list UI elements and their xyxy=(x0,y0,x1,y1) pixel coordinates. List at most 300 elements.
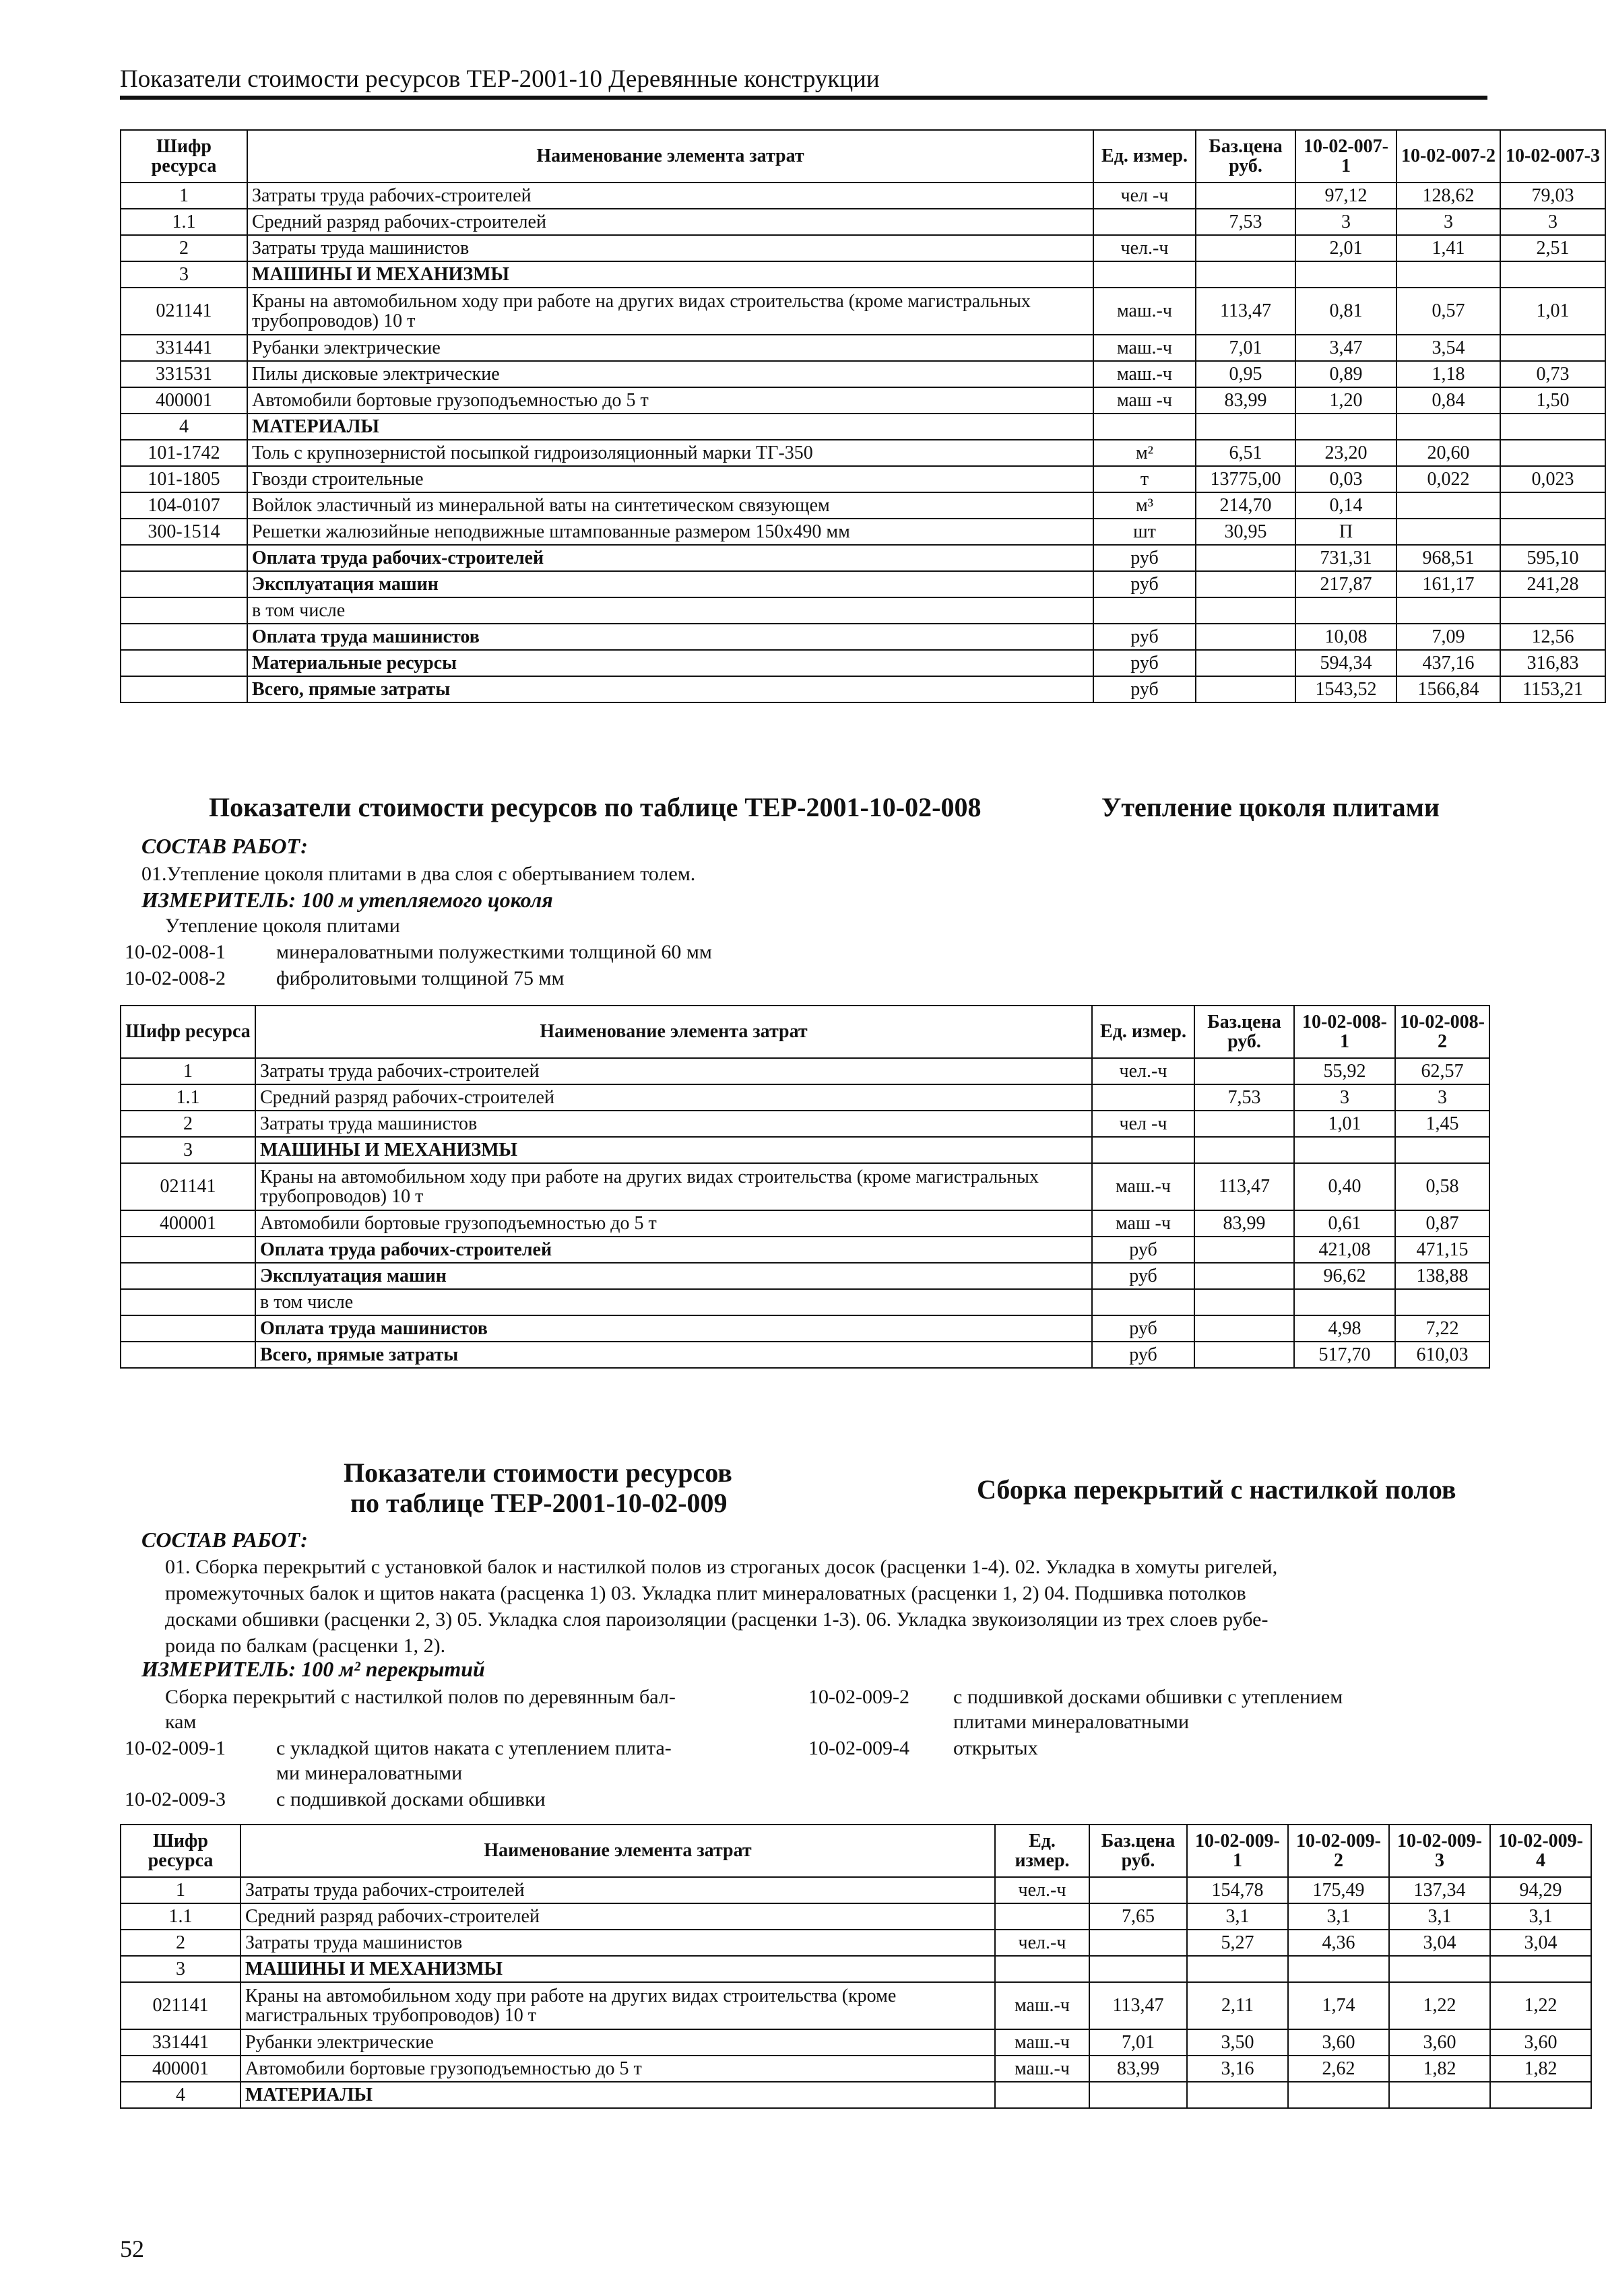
cell-rate-value: 7,09 xyxy=(1396,624,1500,650)
cell-rate-value: 3,1 xyxy=(1389,1903,1490,1930)
section-3-composition-line: промежуточных балок и щитов наката (расценка 1) 03. Укладка плит минераловатных (расценки 1, 2) 04. Подшивка потолков xyxy=(165,1582,1246,1604)
section-3-item-desc: открытых xyxy=(953,1737,1038,1759)
table-row xyxy=(121,466,1605,492)
cell-rate-value: 1,18 xyxy=(1396,361,1500,387)
cell-name: Всего, прямые затраты xyxy=(255,1342,1092,1368)
cell-rate-value: 3,60 xyxy=(1288,2029,1389,2056)
table-row xyxy=(121,2056,1591,2082)
cell-unit: руб xyxy=(1092,1263,1194,1289)
cell-rate-value: 610,03 xyxy=(1395,1342,1489,1368)
cell-price: 214,70 xyxy=(1196,492,1295,519)
cell-unit: чел.-ч xyxy=(1092,1058,1194,1084)
cell-price xyxy=(1089,1930,1187,1956)
cell-rate-value: 3 xyxy=(1294,1084,1395,1111)
cell-price: 7,01 xyxy=(1196,335,1295,361)
cell-price xyxy=(1196,235,1295,261)
cell-rate-value: 0,61 xyxy=(1294,1210,1395,1237)
table-row xyxy=(121,1903,1591,1930)
cell-rate-value: 1,50 xyxy=(1500,387,1605,414)
col-header-rate-3: 10-02-007-3 xyxy=(1500,130,1605,183)
cell-price: 30,95 xyxy=(1196,519,1295,545)
cell-rate-value: 23,20 xyxy=(1295,440,1396,466)
cell-rate-value xyxy=(1389,2082,1490,2108)
cell-rate-value xyxy=(1295,597,1396,624)
cell-unit: маш.-ч xyxy=(1092,1163,1194,1210)
col-header-rate-1: 10-02-009-1 xyxy=(1187,1825,1288,1877)
cell-code xyxy=(121,1315,255,1342)
table-row xyxy=(121,1342,1489,1368)
table-row xyxy=(121,1111,1489,1137)
cell-name: Оплата труда рабочих-строителей xyxy=(255,1237,1092,1263)
cell-rate-value: 1,82 xyxy=(1490,2056,1591,2082)
cell-unit: маш.-ч xyxy=(1093,288,1196,335)
cell-rate-value xyxy=(1294,1289,1395,1315)
cell-code: 1.1 xyxy=(121,209,247,235)
cell-code xyxy=(121,1263,255,1289)
cell-code: 400001 xyxy=(121,2056,240,2082)
table-row xyxy=(121,624,1605,650)
cell-rate-value: 97,12 xyxy=(1295,183,1396,209)
cell-name: Пилы дисковые электрические xyxy=(247,361,1093,387)
cell-name: Затраты труда машинистов xyxy=(240,1930,995,1956)
cell-rate-value xyxy=(1500,519,1605,545)
table-body xyxy=(121,1877,1591,2108)
cell-price xyxy=(1089,1956,1187,1982)
table-row xyxy=(121,335,1605,361)
cell-unit: чел.-ч xyxy=(995,1877,1089,1903)
cell-rate-value xyxy=(1288,1956,1389,1982)
cell-name: МАШИНЫ И МЕХАНИЗМЫ xyxy=(255,1137,1092,1163)
cell-rate-value: 3,54 xyxy=(1396,335,1500,361)
cell-rate-value xyxy=(1490,2082,1591,2108)
cell-rate-value xyxy=(1187,1956,1288,1982)
cell-unit: чел.-ч xyxy=(1093,235,1196,261)
cell-unit xyxy=(1093,261,1196,288)
cell-rate-value xyxy=(1395,1289,1489,1315)
cell-rate-value: 1543,52 xyxy=(1295,676,1396,702)
cell-code xyxy=(121,571,247,597)
cell-rate-value xyxy=(1396,597,1500,624)
cell-rate-value: 3 xyxy=(1500,209,1605,235)
section-3-item-code: 10-02-009-4 xyxy=(808,1737,909,1759)
cell-rate-value xyxy=(1288,2082,1389,2108)
cell-rate-value: 96,62 xyxy=(1294,1263,1395,1289)
cell-unit: маш.-ч xyxy=(995,2029,1089,2056)
table-header-row xyxy=(121,1006,1489,1058)
cell-code: 1 xyxy=(121,1877,240,1903)
cell-rate-value xyxy=(1396,492,1500,519)
table-row xyxy=(121,1263,1489,1289)
cell-code xyxy=(121,624,247,650)
cell-name: Краны на автомобильном ходу при работе на других видах строительства (кроме магистральных трубопроводов) 10 т xyxy=(255,1163,1092,1210)
table-row xyxy=(121,209,1605,235)
section-2-item-desc: минераловатными полужесткими толщиной 60 мм xyxy=(276,941,712,963)
cell-rate-value: 20,60 xyxy=(1396,440,1500,466)
cell-unit: маш -ч xyxy=(1093,387,1196,414)
cell-rate-value: 0,57 xyxy=(1396,288,1500,335)
section-3-composition-line: роида по балкам (расценки 1, 2). xyxy=(165,1635,446,1657)
cell-rate-value xyxy=(1389,1956,1490,1982)
cell-rate-value: 4,98 xyxy=(1294,1315,1395,1342)
cell-price: 113,47 xyxy=(1089,1982,1187,2029)
section-3-item-desc: с укладкой щитов наката с утеплением плита- xyxy=(276,1737,672,1759)
cell-code: 1.1 xyxy=(121,1903,240,1930)
cell-name: Затраты труда рабочих-строителей xyxy=(240,1877,995,1903)
cell-rate-value: 3,04 xyxy=(1389,1930,1490,1956)
cell-rate-value: 595,10 xyxy=(1500,545,1605,571)
cell-price: 7,01 xyxy=(1089,2029,1187,2056)
col-header-rate-3: 10-02-009-3 xyxy=(1389,1825,1490,1877)
section-2-item-desc: фибролитовыми толщиной 75 мм xyxy=(276,967,565,989)
cell-rate-value: 4,36 xyxy=(1288,1930,1389,1956)
cell-name: Оплата труда рабочих-строителей xyxy=(247,545,1093,571)
cell-price xyxy=(1194,1342,1294,1368)
col-header-name: Наименование элемента затрат xyxy=(240,1825,995,1877)
col-header-name: Наименование элемента затрат xyxy=(255,1006,1092,1058)
cell-price: 83,99 xyxy=(1194,1210,1294,1237)
cell-rate-value: 0,03 xyxy=(1295,466,1396,492)
cell-unit: руб xyxy=(1093,676,1196,702)
cell-name: Затраты труда рабочих-строителей xyxy=(247,183,1093,209)
cell-rate-value xyxy=(1500,414,1605,440)
cell-rate-value: 1,22 xyxy=(1389,1982,1490,2029)
col-header-rate-4: 10-02-009-4 xyxy=(1490,1825,1591,1877)
section-3-title-line-1: Показатели стоимости ресурсов xyxy=(344,1457,732,1488)
cell-rate-value: 0,40 xyxy=(1294,1163,1395,1210)
cell-rate-value: 175,49 xyxy=(1288,1877,1389,1903)
cell-price xyxy=(1194,1289,1294,1315)
cell-rate-value: 0,81 xyxy=(1295,288,1396,335)
table-row xyxy=(121,361,1605,387)
cell-name: Толь с крупнозернистой посыпкой гидроизоляционный марки ТГ-350 xyxy=(247,440,1093,466)
cell-price xyxy=(1194,1137,1294,1163)
cell-rate-value: 0,023 xyxy=(1500,466,1605,492)
cell-unit: м² xyxy=(1093,440,1196,466)
section-2-composition-label: СОСТАВ РАБОТ: xyxy=(141,834,308,858)
col-header-rate-1: 10-02-008-1 xyxy=(1294,1006,1395,1058)
table-row xyxy=(121,387,1605,414)
cell-unit: т xyxy=(1093,466,1196,492)
cell-rate-value xyxy=(1500,597,1605,624)
col-header-price: Баз.цена руб. xyxy=(1089,1825,1187,1877)
col-header-price: Баз.цена руб. xyxy=(1194,1006,1294,1058)
table-row xyxy=(121,1237,1489,1263)
cell-rate-value xyxy=(1396,519,1500,545)
cell-name: в том числе xyxy=(247,597,1093,624)
cell-rate-value: 3 xyxy=(1396,209,1500,235)
cell-unit: чел -ч xyxy=(1092,1111,1194,1137)
section-3-item-desc: с подшивкой досками обшивки с утеплением xyxy=(953,1686,1343,1708)
cell-rate-value: 471,15 xyxy=(1395,1237,1489,1263)
cell-name: Гвозди строительные xyxy=(247,466,1093,492)
table-row xyxy=(121,1289,1489,1315)
cell-rate-value: 1566,84 xyxy=(1396,676,1500,702)
cell-rate-value: 1,41 xyxy=(1396,235,1500,261)
cell-code xyxy=(121,597,247,624)
table-row xyxy=(121,676,1605,702)
cell-rate-value: 0,73 xyxy=(1500,361,1605,387)
cell-name: МАТЕРИАЛЫ xyxy=(247,414,1093,440)
cell-name: Автомобили бортовые грузоподъемностью до 5 т xyxy=(247,387,1093,414)
table-row xyxy=(121,597,1605,624)
cell-code: 101-1805 xyxy=(121,466,247,492)
cell-code: 021141 xyxy=(121,1163,255,1210)
section-2-item-code: 10-02-008-1 xyxy=(125,941,226,963)
table-row xyxy=(121,1163,1489,1210)
cell-price xyxy=(1196,676,1295,702)
cell-unit xyxy=(995,2082,1089,2108)
cell-rate-value: 1,20 xyxy=(1295,387,1396,414)
cell-rate-value: 55,92 xyxy=(1294,1058,1395,1084)
cell-price xyxy=(1194,1111,1294,1137)
table-row xyxy=(121,261,1605,288)
cell-code xyxy=(121,1289,255,1315)
col-header-unit: Ед. измер. xyxy=(1092,1006,1194,1058)
table-row xyxy=(121,1137,1489,1163)
cell-code: 3 xyxy=(121,1956,240,1982)
cell-rate-value: 594,34 xyxy=(1295,650,1396,676)
cell-code: 4 xyxy=(121,2082,240,2108)
cell-rate-value: 0,84 xyxy=(1396,387,1500,414)
cell-price xyxy=(1089,1877,1187,1903)
cell-rate-value: 12,56 xyxy=(1500,624,1605,650)
cell-code: 2 xyxy=(121,235,247,261)
cell-rate-value: 3 xyxy=(1295,209,1396,235)
cell-rate-value: 437,16 xyxy=(1396,650,1500,676)
cell-code: 400001 xyxy=(121,1210,255,1237)
section-3-group-line: Сборка перекрытий с настилкой полов по деревянным бал- xyxy=(165,1686,676,1708)
section-3-composition-line: досками обшивки (расценки 2, 3) 05. Укладка слоя пароизоляции (расценки 1-3). 06. Укладка звукоизоляции из трех слоев рубе- xyxy=(165,1608,1268,1631)
cell-unit: руб xyxy=(1092,1342,1194,1368)
cell-price xyxy=(1196,571,1295,597)
cell-name: МАШИНЫ И МЕХАНИЗМЫ xyxy=(247,261,1093,288)
section-2-subtitle: Утепление цоколя плитами xyxy=(1101,792,1440,822)
cell-rate-value: 1,74 xyxy=(1288,1982,1389,2029)
cell-rate-value xyxy=(1396,261,1500,288)
table-body xyxy=(121,1058,1489,1368)
cell-rate-value: 94,29 xyxy=(1490,1877,1591,1903)
section-3-composition-line: 01. Сборка перекрытий с установкой балок и настилкой полов из строганых досок (расценки 1-4). 02. Укладка в хомуты ригелей, xyxy=(165,1556,1278,1578)
cell-unit: руб xyxy=(1093,650,1196,676)
cell-code: 3 xyxy=(121,261,247,288)
table-row xyxy=(121,1982,1591,2029)
cell-code: 2 xyxy=(121,1111,255,1137)
cell-code: 1 xyxy=(121,1058,255,1084)
cell-rate-value xyxy=(1294,1137,1395,1163)
col-header-rate-1: 10-02-007-1 xyxy=(1295,130,1396,183)
resource-table-007 xyxy=(120,129,1606,703)
cell-rate-value: 2,11 xyxy=(1187,1982,1288,2029)
col-header-code: Шифр ресурса xyxy=(121,1825,240,1877)
cell-rate-value: 968,51 xyxy=(1396,545,1500,571)
cell-rate-value xyxy=(1187,2082,1288,2108)
cell-name: Средний разряд рабочих-строителей xyxy=(247,209,1093,235)
cell-rate-value: 10,08 xyxy=(1295,624,1396,650)
cell-rate-value: 0,14 xyxy=(1295,492,1396,519)
cell-name: Средний разряд рабочих-строителей xyxy=(255,1084,1092,1111)
cell-code: 331441 xyxy=(121,335,247,361)
cell-name: МАТЕРИАЛЫ xyxy=(240,2082,995,2108)
cell-name: Рубанки электрические xyxy=(247,335,1093,361)
cell-code: 331531 xyxy=(121,361,247,387)
cell-unit xyxy=(1093,414,1196,440)
cell-name: Решетки жалюзийные неподвижные штампованные размером 150х490 мм xyxy=(247,519,1093,545)
cell-rate-value: 0,89 xyxy=(1295,361,1396,387)
cell-rate-value: 128,62 xyxy=(1396,183,1500,209)
cell-unit xyxy=(1092,1289,1194,1315)
cell-rate-value: 421,08 xyxy=(1294,1237,1395,1263)
section-3-item-desc: ми минераловатными xyxy=(276,1762,463,1784)
cell-rate-value: 138,88 xyxy=(1395,1263,1489,1289)
cell-rate-value xyxy=(1500,440,1605,466)
col-header-unit: Ед. измер. xyxy=(1093,130,1196,183)
cell-unit xyxy=(995,1903,1089,1930)
cell-price: 6,51 xyxy=(1196,440,1295,466)
section-2-composition: 01.Утепление цоколя плитами в два слоя с обертыванием толем. xyxy=(141,863,696,885)
table-row xyxy=(121,183,1605,209)
resource-table-009 xyxy=(120,1824,1592,2109)
cell-price xyxy=(1089,2082,1187,2108)
table-row xyxy=(121,288,1605,335)
cell-unit: маш.-ч xyxy=(1093,335,1196,361)
page-header: Показатели стоимости ресурсов ТЕР-2001-10 Деревянные конструкции xyxy=(120,65,880,93)
table-row xyxy=(121,519,1605,545)
cell-code xyxy=(121,676,247,702)
cell-unit: руб xyxy=(1092,1237,1194,1263)
col-header-price: Баз.цена руб. xyxy=(1196,130,1295,183)
col-header-name: Наименование элемента затрат xyxy=(247,130,1093,183)
cell-rate-value: 7,22 xyxy=(1395,1315,1489,1342)
table-row xyxy=(121,1877,1591,1903)
cell-name: Краны на автомобильном ходу при работе на других видах строительства (кроме магистральных трубопроводов) 10 т xyxy=(247,288,1093,335)
cell-code: 2 xyxy=(121,1930,240,1956)
cell-unit: руб xyxy=(1093,545,1196,571)
cell-rate-value: 2,01 xyxy=(1295,235,1396,261)
page-number: 52 xyxy=(120,2235,144,2262)
cell-code: 4 xyxy=(121,414,247,440)
cell-name: Рубанки электрические xyxy=(240,2029,995,2056)
table-row xyxy=(121,440,1605,466)
cell-rate-value xyxy=(1395,1137,1489,1163)
cell-rate-value: 3,1 xyxy=(1187,1903,1288,1930)
section-2-group: Утепление цоколя плитами xyxy=(165,915,400,937)
cell-code: 021141 xyxy=(121,288,247,335)
cell-unit: маш -ч xyxy=(1092,1210,1194,1237)
cell-price: 0,95 xyxy=(1196,361,1295,387)
cell-name: в том числе xyxy=(255,1289,1092,1315)
col-header-code: Шифр ресурса xyxy=(121,130,247,183)
cell-name: Затраты труда рабочих-строителей xyxy=(255,1058,1092,1084)
cell-rate-value xyxy=(1490,1956,1591,1982)
cell-price: 7,53 xyxy=(1194,1084,1294,1111)
cell-rate-value: 1,82 xyxy=(1389,2056,1490,2082)
cell-unit xyxy=(1092,1137,1194,1163)
cell-code: 1.1 xyxy=(121,1084,255,1111)
cell-price: 83,99 xyxy=(1089,2056,1187,2082)
cell-price xyxy=(1194,1315,1294,1342)
table-row xyxy=(121,2029,1591,2056)
cell-rate-value: 2,62 xyxy=(1288,2056,1389,2082)
cell-rate-value xyxy=(1396,414,1500,440)
section-3-item-desc: с подшивкой досками обшивки xyxy=(276,1788,546,1810)
table-row xyxy=(121,650,1605,676)
cell-rate-value: 1,45 xyxy=(1395,1111,1489,1137)
cell-unit xyxy=(1092,1084,1194,1111)
cell-name: Войлок эластичный из минеральной ваты на синтетическом связующем xyxy=(247,492,1093,519)
cell-rate-value: 154,78 xyxy=(1187,1877,1288,1903)
cell-rate-value: 3,47 xyxy=(1295,335,1396,361)
cell-price xyxy=(1196,261,1295,288)
table-row xyxy=(121,1315,1489,1342)
cell-code xyxy=(121,545,247,571)
section-3-title-line-2: по таблице ТЕР-2001-10-02-009 xyxy=(350,1488,728,1518)
cell-name: Материальные ресурсы xyxy=(247,650,1093,676)
cell-rate-value: 2,51 xyxy=(1500,235,1605,261)
cell-rate-value: 3 xyxy=(1395,1084,1489,1111)
table-row xyxy=(121,1084,1489,1111)
col-header-rate-2: 10-02-009-2 xyxy=(1288,1825,1389,1877)
cell-code: 400001 xyxy=(121,387,247,414)
cell-rate-value: 3,60 xyxy=(1490,2029,1591,2056)
cell-price xyxy=(1194,1058,1294,1084)
cell-price: 83,99 xyxy=(1196,387,1295,414)
cell-name: Эксплуатация машин xyxy=(247,571,1093,597)
cell-code: 101-1742 xyxy=(121,440,247,466)
cell-name: Оплата труда машинистов xyxy=(247,624,1093,650)
cell-rate-value: 1,01 xyxy=(1294,1111,1395,1137)
cell-name: Затраты труда машинистов xyxy=(247,235,1093,261)
cell-price: 7,53 xyxy=(1196,209,1295,235)
table-row xyxy=(121,414,1605,440)
cell-unit: чел -ч xyxy=(1093,183,1196,209)
section-2-meter-label: ИЗМЕРИТЕЛЬ: 100 м утепляемого цоколя xyxy=(141,888,553,912)
section-3-composition-label: СОСТАВ РАБОТ: xyxy=(141,1528,308,1552)
cell-unit: м³ xyxy=(1093,492,1196,519)
cell-rate-value: 3,1 xyxy=(1288,1903,1389,1930)
cell-code xyxy=(121,650,247,676)
header-rule xyxy=(120,96,1487,100)
cell-code xyxy=(121,1342,255,1368)
table-row xyxy=(121,545,1605,571)
cell-price xyxy=(1196,597,1295,624)
cell-rate-value: 3,04 xyxy=(1490,1930,1591,1956)
cell-rate-value: 3,16 xyxy=(1187,2056,1288,2082)
cell-name: Средний разряд рабочих-строителей xyxy=(240,1903,995,1930)
resource-table-008 xyxy=(120,1005,1490,1369)
cell-rate-value: 217,87 xyxy=(1295,571,1396,597)
table-row xyxy=(121,492,1605,519)
table-row xyxy=(121,1058,1489,1084)
cell-rate-value: 1,01 xyxy=(1500,288,1605,335)
table-row xyxy=(121,2082,1591,2108)
cell-price xyxy=(1196,183,1295,209)
cell-code: 021141 xyxy=(121,1982,240,2029)
cell-code: 3 xyxy=(121,1137,255,1163)
cell-rate-value xyxy=(1500,492,1605,519)
table-row xyxy=(121,1930,1591,1956)
cell-name: Затраты труда машинистов xyxy=(255,1111,1092,1137)
section-3-item-desc: плитами минераловатными xyxy=(953,1711,1190,1733)
cell-price: 7,65 xyxy=(1089,1903,1187,1930)
table-header-row xyxy=(121,130,1605,183)
section-3-item-code: 10-02-009-1 xyxy=(125,1737,226,1759)
cell-unit: руб xyxy=(1093,571,1196,597)
cell-rate-value: 0,87 xyxy=(1395,1210,1489,1237)
cell-price: 113,47 xyxy=(1196,288,1295,335)
section-3-group-line: кам xyxy=(165,1711,197,1733)
table-body xyxy=(121,183,1605,702)
cell-rate-value: 1153,21 xyxy=(1500,676,1605,702)
